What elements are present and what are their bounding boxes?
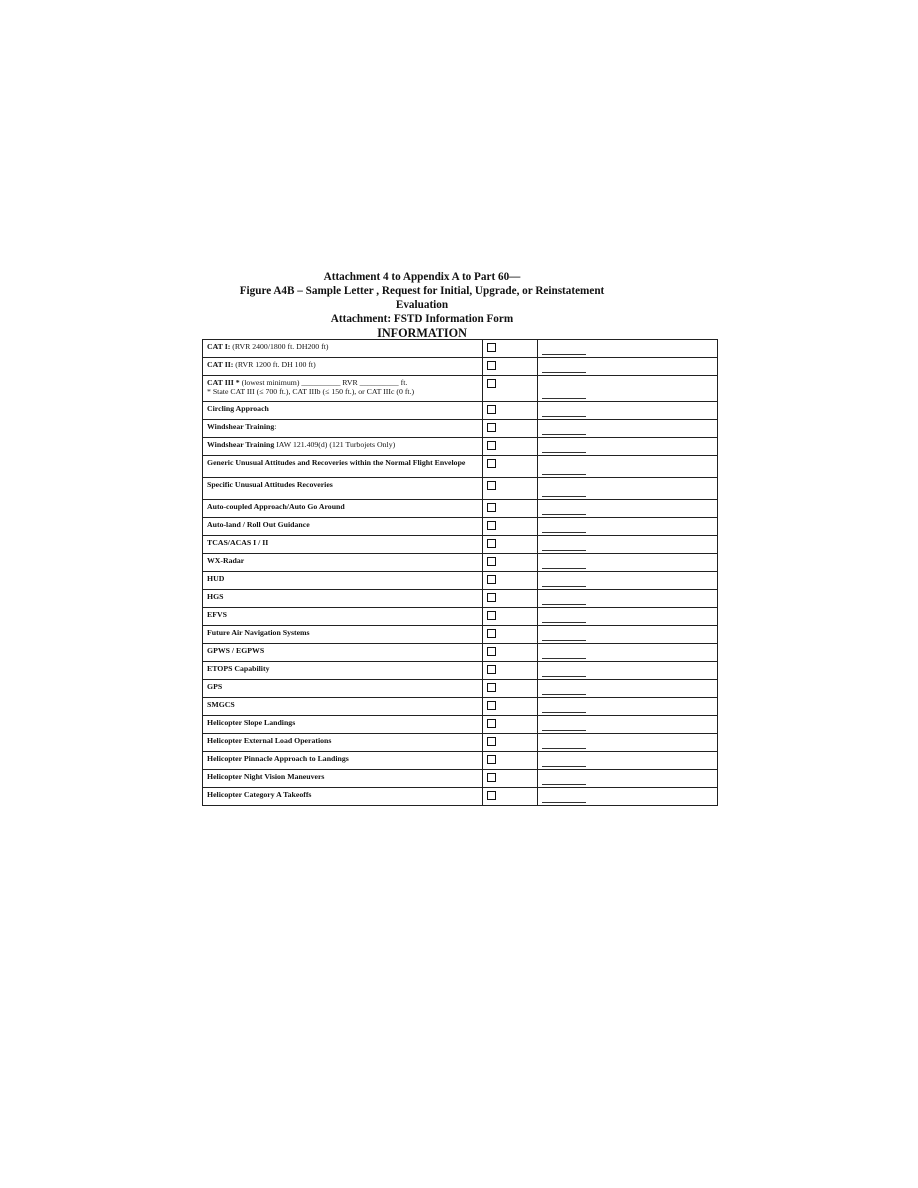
capability-label <box>203 376 483 402</box>
table-row <box>203 734 718 752</box>
entry-cell <box>538 376 718 402</box>
entry-blank-line[interactable] <box>542 694 586 695</box>
table-row <box>203 500 718 518</box>
checkbox-cell <box>483 376 538 402</box>
entry-cell <box>538 608 718 626</box>
entry-blank-line[interactable] <box>542 676 586 677</box>
capability-checkbox[interactable] <box>487 521 496 530</box>
capability-label <box>203 734 483 752</box>
capability-label <box>203 788 483 806</box>
capability-name: Generic Unusual Attitudes and Recoveries within the Normal Flight Envelope <box>207 458 466 467</box>
entry-cell <box>538 716 718 734</box>
table-row <box>203 518 718 536</box>
capability-name: EFVS <box>207 610 227 619</box>
capability-detail: (lowest minimum) __________ RVR __________ ft. <box>239 378 408 387</box>
capability-name: Future Air Navigation Systems <box>207 628 310 637</box>
checkbox-cell <box>483 478 538 500</box>
entry-cell <box>538 518 718 536</box>
capability-checkbox[interactable] <box>487 405 496 414</box>
entry-blank-line[interactable] <box>542 514 586 515</box>
capability-label <box>203 518 483 536</box>
table-row <box>203 788 718 806</box>
capability-checkbox[interactable] <box>487 647 496 656</box>
capability-name: HUD <box>207 574 225 583</box>
capability-checkbox[interactable] <box>487 611 496 620</box>
checkbox-cell <box>483 340 538 358</box>
entry-cell <box>538 438 718 456</box>
capability-label <box>203 572 483 590</box>
table-row <box>203 590 718 608</box>
entry-cell <box>538 554 718 572</box>
capability-name: Helicopter Night Vision Maneuvers <box>207 772 325 781</box>
table-row <box>203 680 718 698</box>
checkbox-cell <box>483 788 538 806</box>
table-row <box>203 698 718 716</box>
capability-name: WX-Radar <box>207 556 245 565</box>
capability-checkbox[interactable] <box>487 343 496 352</box>
checkbox-cell <box>483 536 538 554</box>
checkbox-cell <box>483 626 538 644</box>
entry-cell <box>538 572 718 590</box>
capability-name: ETOPS Capability <box>207 664 270 673</box>
capability-label <box>203 608 483 626</box>
checkbox-cell <box>483 420 538 438</box>
table-row <box>203 644 718 662</box>
entry-blank-line[interactable] <box>542 452 586 453</box>
entry-blank-line[interactable] <box>542 532 586 533</box>
capability-name: GPWS / EGPWS <box>207 646 265 655</box>
capability-label <box>203 536 483 554</box>
checkbox-cell <box>483 518 538 536</box>
capability-checkbox[interactable] <box>487 629 496 638</box>
capability-label <box>203 554 483 572</box>
heading-information: INFORMATION <box>377 326 467 340</box>
entry-cell <box>538 734 718 752</box>
capability-name: CAT I: <box>207 342 231 351</box>
entry-cell <box>538 590 718 608</box>
entry-cell <box>538 420 718 438</box>
capability-detail: IAW 121.409(d) (121 Turbojets Only) <box>274 440 396 449</box>
capability-name: Helicopter External Load Operations <box>207 736 332 745</box>
checkbox-cell <box>483 456 538 478</box>
entry-blank-line[interactable] <box>542 712 586 713</box>
capability-label <box>203 752 483 770</box>
entry-blank-line[interactable] <box>542 434 586 435</box>
heading-evaluation: Evaluation <box>395 299 449 311</box>
capability-name: CAT III * <box>207 378 240 387</box>
heading-form-title: Attachment: FSTD Information Form <box>330 313 514 325</box>
capability-checkbox[interactable] <box>487 665 496 674</box>
entry-cell <box>538 770 718 788</box>
capability-detail: : <box>274 422 277 431</box>
entry-cell <box>538 662 718 680</box>
checkbox-cell <box>483 662 538 680</box>
table-row <box>203 340 718 358</box>
capability-label <box>203 662 483 680</box>
capability-checkbox[interactable] <box>487 361 496 370</box>
entry-blank-line[interactable] <box>542 496 586 497</box>
capability-name: Specific Unusual Attitudes Recoveries <box>207 480 333 489</box>
entry-blank-line[interactable] <box>542 550 586 551</box>
capability-checkbox[interactable] <box>487 593 496 602</box>
capability-label <box>203 456 483 478</box>
table-row <box>203 420 718 438</box>
capability-label <box>203 420 483 438</box>
capability-label <box>203 644 483 662</box>
capability-name: Circling Approach <box>207 404 269 413</box>
entry-cell <box>538 644 718 662</box>
entry-blank-line[interactable] <box>542 372 586 373</box>
capability-checkbox[interactable] <box>487 459 496 468</box>
capability-name: Helicopter Slope Landings <box>207 718 296 727</box>
capability-checkbox[interactable] <box>487 719 496 728</box>
entry-blank-line[interactable] <box>542 640 586 641</box>
checkbox-cell <box>483 770 538 788</box>
capability-checkbox[interactable] <box>487 539 496 548</box>
checkbox-cell <box>483 608 538 626</box>
capability-name: Windshear Training <box>207 422 275 431</box>
entry-blank-line[interactable] <box>542 766 586 767</box>
capability-name: HGS <box>207 592 224 601</box>
entry-cell <box>538 626 718 644</box>
capability-name: Auto-coupled Approach/Auto Go Around <box>207 502 345 511</box>
table-row <box>203 716 718 734</box>
table-row <box>203 572 718 590</box>
capability-label <box>203 716 483 734</box>
capability-name: SMGCS <box>207 700 235 709</box>
form-heading <box>202 270 642 340</box>
checkbox-cell <box>483 500 538 518</box>
capability-name: Windshear Training <box>207 440 275 449</box>
table-row <box>203 608 718 626</box>
table-row <box>203 752 718 770</box>
capability-checkbox[interactable] <box>487 737 496 746</box>
entry-blank-line[interactable] <box>542 604 586 605</box>
capability-note: * State CAT III (≤ 700 ft.), CAT IIIb (≤ 150 ft.), or CAT IIIc (0 ft.) <box>207 387 415 396</box>
entry-cell <box>538 752 718 770</box>
capability-checkbox[interactable] <box>487 379 496 388</box>
capability-label <box>203 500 483 518</box>
entry-cell <box>538 536 718 554</box>
entry-cell <box>538 456 718 478</box>
capability-label <box>203 478 483 500</box>
entry-cell <box>538 680 718 698</box>
entry-cell <box>538 478 718 500</box>
capability-label <box>203 626 483 644</box>
capability-checkbox[interactable] <box>487 503 496 512</box>
capability-label <box>203 698 483 716</box>
table-row <box>203 478 718 500</box>
table-row <box>203 554 718 572</box>
checkbox-cell <box>483 752 538 770</box>
capability-label <box>203 590 483 608</box>
table-row <box>203 662 718 680</box>
capability-detail: (RVR 1200 ft. DH 100 ft) <box>233 360 316 369</box>
capability-name: TCAS/ACAS I / II <box>207 538 269 547</box>
heading-attachment: Attachment 4 to Appendix A to Part 60— <box>323 271 521 283</box>
heading-figure: Figure A4B – Sample Letter , Request for Initial, Upgrade, or Reinstatement <box>239 285 605 297</box>
capability-name: CAT II: <box>207 360 234 369</box>
capability-label <box>203 680 483 698</box>
capability-detail: (RVR 2400/1800 ft. DH200 ft) <box>230 342 329 351</box>
capability-label <box>203 340 483 358</box>
entry-blank-line[interactable] <box>542 730 586 731</box>
checkbox-cell <box>483 572 538 590</box>
checkbox-cell <box>483 734 538 752</box>
entry-cell <box>538 402 718 420</box>
entry-blank-line[interactable] <box>542 586 586 587</box>
capability-checkbox[interactable] <box>487 423 496 432</box>
entry-blank-line[interactable] <box>542 784 586 785</box>
checkbox-cell <box>483 716 538 734</box>
table-row <box>203 402 718 420</box>
entry-blank-line[interactable] <box>542 622 586 623</box>
checkbox-cell <box>483 644 538 662</box>
checkbox-cell <box>483 402 538 420</box>
entry-cell <box>538 788 718 806</box>
entry-blank-line[interactable] <box>542 568 586 569</box>
capability-label <box>203 770 483 788</box>
checkbox-cell <box>483 590 538 608</box>
capability-checkbox[interactable] <box>487 481 496 490</box>
entry-blank-line[interactable] <box>542 354 586 355</box>
checkbox-cell <box>483 680 538 698</box>
entry-cell <box>538 698 718 716</box>
table-row <box>203 626 718 644</box>
capability-name: Helicopter Category A Takeoffs <box>207 790 312 799</box>
table-row <box>203 358 718 376</box>
capability-label <box>203 438 483 456</box>
capability-checkbox[interactable] <box>487 683 496 692</box>
capability-checkbox[interactable] <box>487 701 496 710</box>
entry-blank-line[interactable] <box>542 802 586 803</box>
checkbox-cell <box>483 554 538 572</box>
entry-cell <box>538 500 718 518</box>
entry-cell <box>538 340 718 358</box>
capability-checkbox[interactable] <box>487 773 496 782</box>
capability-name: Helicopter Pinnacle Approach to Landings <box>207 754 349 763</box>
table-row <box>203 456 718 478</box>
capability-label <box>203 402 483 420</box>
capability-checkbox[interactable] <box>487 441 496 450</box>
checkbox-cell <box>483 358 538 376</box>
capability-name: GPS <box>207 682 223 691</box>
entry-blank-line[interactable] <box>542 474 586 475</box>
capability-label <box>203 358 483 376</box>
capability-checkbox[interactable] <box>487 557 496 566</box>
entry-cell <box>538 358 718 376</box>
entry-blank-line[interactable] <box>542 748 586 749</box>
capability-name: Auto-land / Roll Out Guidance <box>207 520 310 529</box>
entry-blank-line[interactable] <box>542 658 586 659</box>
table-row <box>203 536 718 554</box>
capability-checkbox[interactable] <box>487 791 496 800</box>
entry-blank-line[interactable] <box>542 398 586 399</box>
capability-checkbox[interactable] <box>487 755 496 764</box>
table-row <box>203 438 718 456</box>
checkbox-cell <box>483 438 538 456</box>
entry-blank-line[interactable] <box>542 416 586 417</box>
checkbox-cell <box>483 698 538 716</box>
fstd-information-table <box>202 339 718 806</box>
capability-checkbox[interactable] <box>487 575 496 584</box>
table-row <box>203 770 718 788</box>
table-row <box>203 376 718 402</box>
